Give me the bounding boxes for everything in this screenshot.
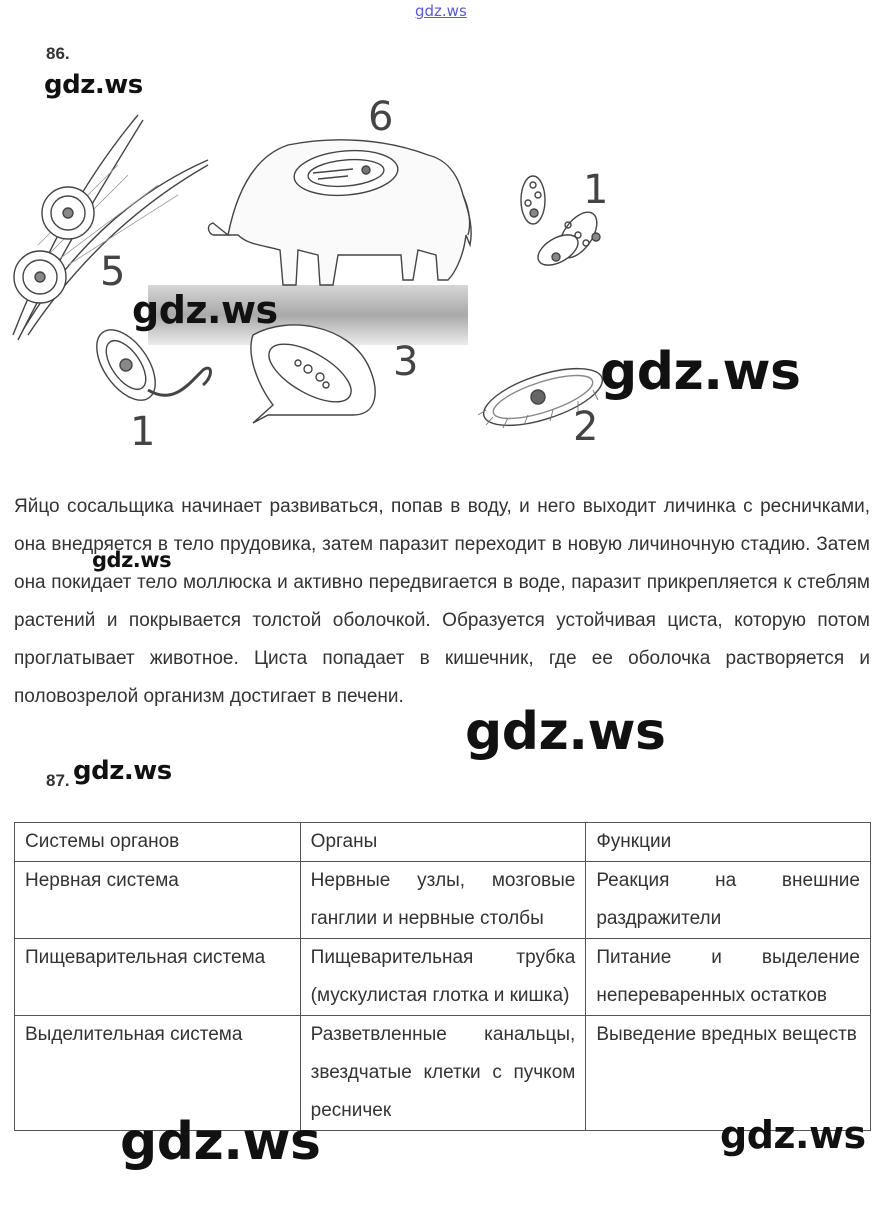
table-cell: Пищеварительная трубка (мускулистая глотка и кишка) <box>300 939 586 1016</box>
table-cell: Разветвленные канальцы, звездчатые клетки с пучком ресничек <box>300 1016 586 1131</box>
table-cell: Нервная система <box>15 862 301 939</box>
watermark: gdz.ws <box>720 1113 866 1157</box>
life-cycle-figure <box>8 85 808 465</box>
watermark: gdz.ws <box>132 288 278 332</box>
header-cell: Органы <box>300 823 586 862</box>
figure-label: 1 <box>583 167 609 213</box>
watermark: gdz.ws <box>44 70 143 100</box>
header-cell: Системы органов <box>15 823 301 862</box>
figure-label: 2 <box>573 404 599 450</box>
task-number-87: 87. <box>46 771 70 790</box>
watermark: gdz.ws <box>92 548 172 572</box>
table-cell: Пищеварительная система <box>15 939 301 1016</box>
table-cell: Питание и выделение непереваренных остатков <box>586 939 871 1016</box>
task-number-86: 86. <box>46 44 70 63</box>
watermark: gdz.ws <box>600 342 801 402</box>
table-cell: Нервные узлы, мозговые ганглии и нервные столбы <box>300 862 586 939</box>
table-cell: Выведение вредных веществ <box>586 1016 871 1131</box>
watermark: gdz.ws <box>120 1112 321 1172</box>
figure-label: 3 <box>393 339 419 385</box>
organ-systems-table <box>14 822 871 1131</box>
table-row <box>15 862 871 939</box>
table-cell: Выделительная система <box>15 1016 301 1131</box>
table-row <box>15 939 871 1016</box>
task-86-answer-text: Яйцо сосальщика начинает развиваться, попав в воду, и него выходит личинка с ресничками, она внедряется в тело прудовика, затем паразит переходит в новую личиночную стадию. Затем она покидает тело моллюска и активно передвигается в воде, паразит прикрепляется к стеблям растений и покрывается толстой оболочкой. Образуется устойчивая циста, которую потом проглатывает животное. Циста попадает в кишечник, где ее оболочка растворяется и половозрелой организм достигает в печени. <box>14 496 870 707</box>
watermark: gdz.ws <box>465 702 666 762</box>
table-cell: Реакция на внешние раздражители <box>586 862 871 939</box>
figure-label: 1 <box>130 409 156 455</box>
watermark: gdz.ws <box>73 756 172 786</box>
header-cell: Функции <box>586 823 871 862</box>
figure-label: 6 <box>368 94 394 140</box>
table-header-row <box>15 823 871 862</box>
watermark-top-link[interactable]: gdz.ws <box>415 2 467 20</box>
figure-label: 5 <box>100 249 126 295</box>
